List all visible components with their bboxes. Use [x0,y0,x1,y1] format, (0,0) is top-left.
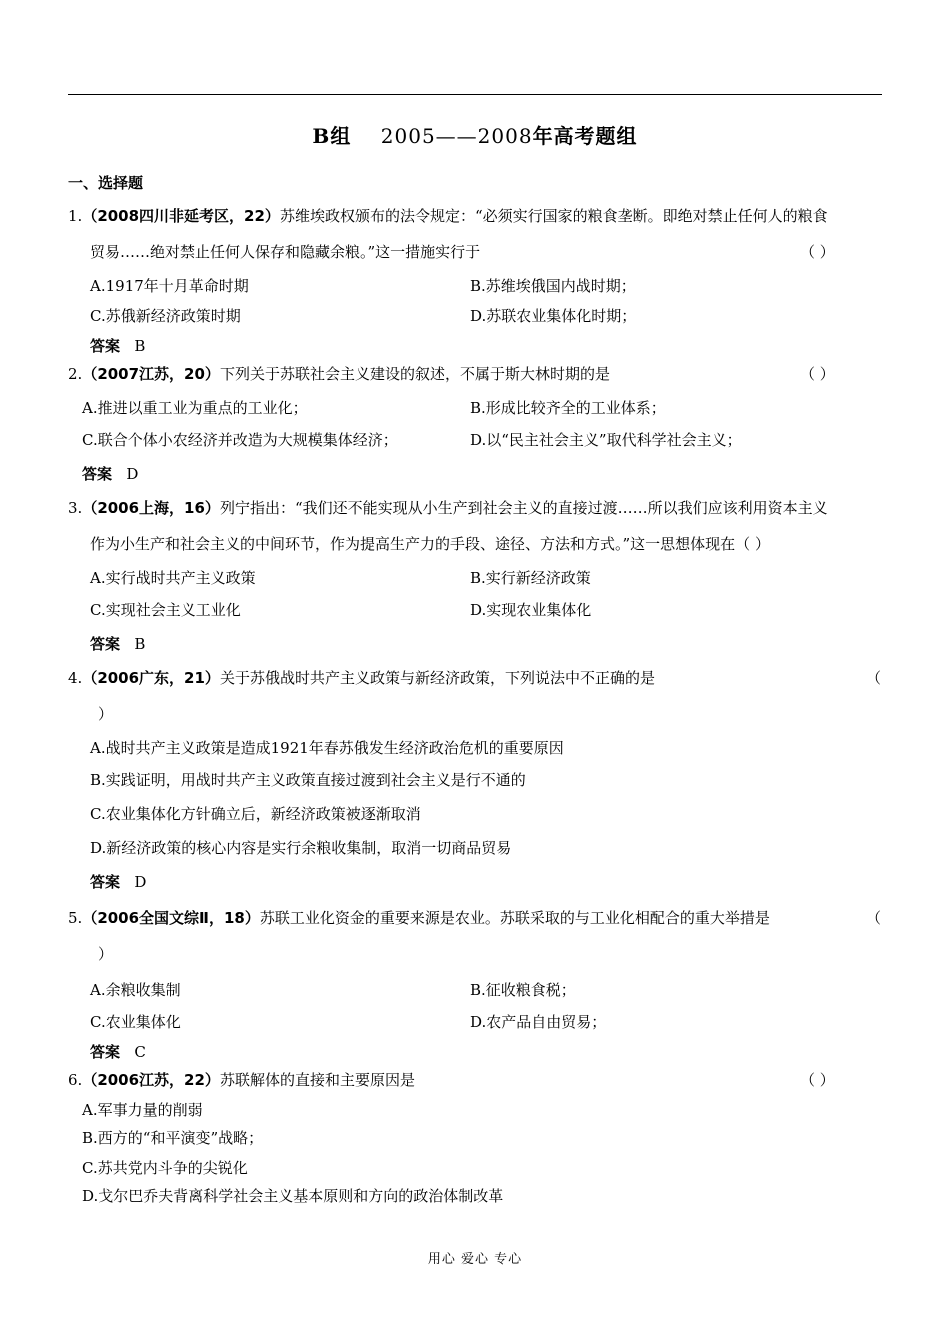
q1-line2: 贸易……绝对禁止任何人保存和隐藏余粮。”这一措施实行于 [90,243,481,261]
section-heading: 一、选择题 [68,174,144,192]
q5-option-d: D.农产品自由贸易； [470,1013,607,1031]
q1-source: （2008四川非延考区，22） [82,207,280,225]
page-footer: 用心 爱心 专心 [427,1252,523,1267]
q4-line1 [68,668,655,688]
q5-source: （2006全国文综Ⅱ，18） [82,909,260,927]
q3-source: （2006上海，16） [82,499,220,517]
q2-option-d: D.以“民主社会主义”取代科学社会主义； [470,431,742,449]
answer-label: 答案 [90,337,121,355]
q4-number: 4. [68,669,83,687]
q3-line2: 作为小生产和社会主义的中间环节，作为提高生产力的手段、途径、方法和方式。”这一思想体现在（ ） [90,535,770,553]
q2-option-b: B.形成比较齐全的工业体系； [470,399,666,417]
q4-answer [90,872,146,892]
q3-option-d: D.实现农业集体化 [470,601,592,619]
q1-stem1: 苏维埃政权颁布的法令规定：“必须实行国家的粮食垄断。即绝对禁止任何人的粮食 [279,207,828,225]
q1-option-d: D.苏联农业集体化时期； [470,307,637,325]
q3-option-c: C.实现社会主义工业化 [90,601,241,619]
answer-label: 答案 [82,465,113,483]
q2-answer-paren: （ ） [800,365,835,383]
q4-option-d: D.新经济政策的核心内容是实行余粮收集制，取消一切商品贸易 [90,839,512,857]
q3-answer-value: B [134,635,146,653]
q2-option-a: A.推进以重工业为重点的工业化； [82,399,308,417]
q2-answer-value: D [126,465,139,483]
q5-number: 5. [68,909,83,927]
q5-paren-open: （ [866,909,882,927]
q2-source: （2007江苏，20） [82,365,220,383]
q3-number: 3. [68,499,83,517]
title-years: 2005——2008 [380,124,533,148]
answer-label: 答案 [90,635,121,653]
q5-line1 [68,908,770,928]
q2-line1 [68,364,610,384]
q5-answer-value: C [134,1043,146,1061]
q6-option-b: B.西方的“和平演变”战略； [82,1129,264,1147]
q6-number: 6. [68,1071,83,1089]
q3-stem1: 列宁指出：“我们还不能实现从小生产到社会主义的直接过渡……所以我们应该利用资本主义 [219,499,828,517]
q2-stem1: 下列关于苏联社会主义建设的叙述，不属于斯大林时期的是 [219,365,610,383]
q3-answer [90,634,145,654]
q6-answer-paren: （ ） [800,1071,835,1089]
q5-option-b: B.征收粮食税； [470,981,576,999]
q5-stem1: 苏联工业化资金的重要来源是农业。苏联采取的与工业化相配合的重大举措是 [259,909,770,927]
q1-option-c: C.苏俄新经济政策时期 [90,307,241,325]
q3-option-a: A.实行战时共产主义政策 [90,569,256,587]
q3-line1 [68,498,828,518]
q6-source: （2006江苏，22） [82,1071,220,1089]
q6-line1 [68,1070,415,1090]
top-rule [68,94,882,95]
q4-stem1: 关于苏俄战时共产主义政策与新经济政策，下列说法中不正确的是 [219,669,655,687]
title-prefix: B组 [312,124,352,148]
q5-paren-close: ） [98,945,114,963]
title-suffix: 年高考题组 [532,124,638,148]
q4-option-c: C.农业集体化方针确立后，新经济政策被逐渐取消 [90,805,421,823]
q2-number: 2. [68,365,83,383]
q4-option-a: A.战时共产主义政策是造成1921年春苏俄发生经济政治危机的重要原因 [90,739,564,757]
q1-line1 [68,206,828,226]
q1-option-a: A.1917年十月革命时期 [90,277,249,295]
q4-answer-value: D [134,873,147,891]
q6-option-c: C.苏共党内斗争的尖锐化 [82,1159,248,1177]
q4-paren-open: （ [866,669,882,687]
q5-option-c: C.农业集体化 [90,1013,181,1031]
q6-stem1: 苏联解体的直接和主要原因是 [219,1071,415,1089]
q4-option-b: B.实践证明，用战时共产主义政策直接过渡到社会主义是行不通的 [90,771,526,789]
q1-answer [90,336,145,356]
q4-source: （2006广东，21） [82,669,220,687]
q4-paren-close: ） [98,705,114,723]
q3-option-b: B.实行新经济政策 [470,569,591,587]
answer-label: 答案 [90,873,121,891]
q6-option-d: D.戈尔巴乔夫背离科学社会主义基本原则和方向的政治体制改革 [82,1187,504,1205]
q6-option-a: A.军事力量的削弱 [82,1101,203,1119]
q2-answer [82,464,138,484]
answer-label: 答案 [90,1043,121,1061]
q1-answer-paren: （ ） [800,243,835,261]
q5-option-a: A.余粮收集制 [90,981,181,999]
q2-option-c: C.联合个体小农经济并改造为大规模集体经济； [82,431,398,449]
q1-option-b: B.苏维埃俄国内战时期； [470,277,636,295]
q1-answer-value: B [134,337,146,355]
page-title [0,120,950,149]
q5-answer [90,1042,146,1062]
q1-number: 1. [68,207,83,225]
